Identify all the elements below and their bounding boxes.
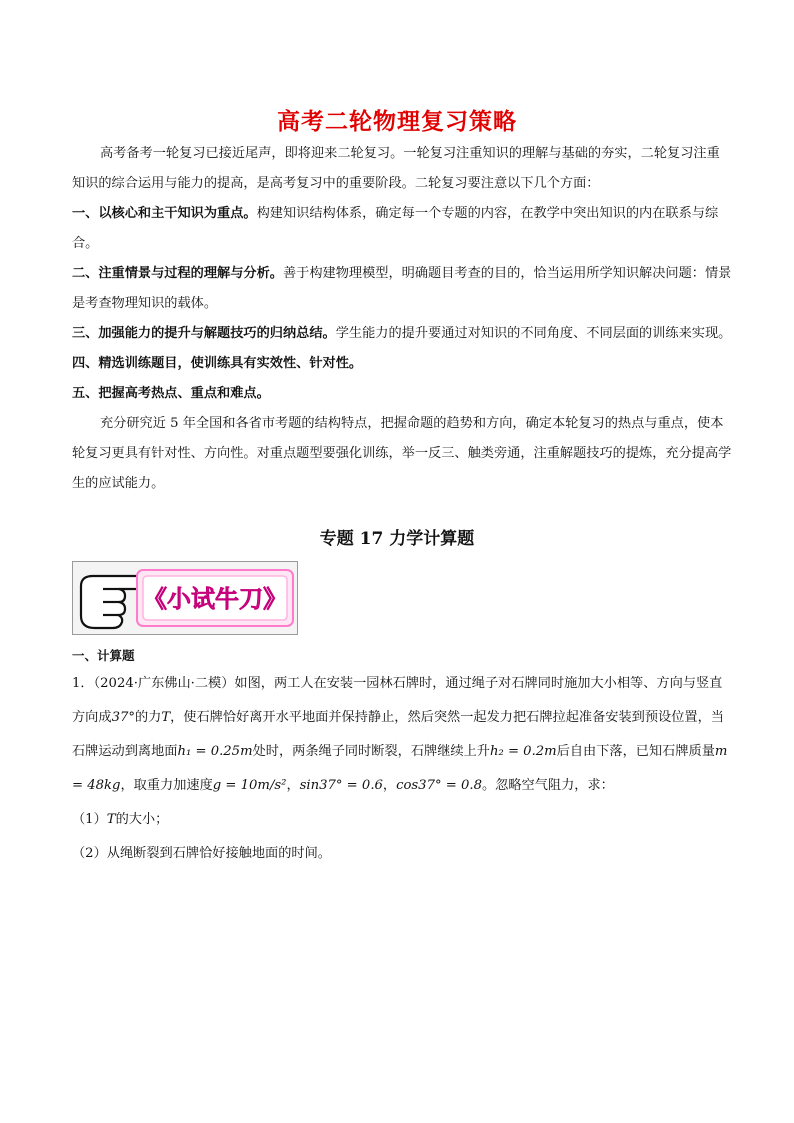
intro-point-3	[72, 319, 732, 349]
badge-text: 《小试牛刀》	[143, 585, 287, 613]
stem-text: 的力	[134, 710, 162, 725]
force-symbol: T	[161, 710, 171, 725]
question-section-heading: 一、计算题	[72, 648, 135, 663]
sub-text: 的大小；	[115, 812, 169, 827]
point-text: 善于构建物理模型，明确题目考查的目的，恰当运用所学知识解决问题：情景是考查物理知识的载体。	[72, 266, 732, 311]
separator: ，	[286, 778, 300, 793]
point-heading: 二、注重情景与过程的理解与分析。	[72, 266, 283, 281]
stem-text: 。忽略空气阻力，求：	[481, 778, 614, 793]
question-1	[72, 667, 732, 871]
section-title: 专题 17 力学计算题	[319, 529, 475, 549]
intro-point-1	[72, 199, 732, 259]
force-symbol: T	[106, 812, 116, 827]
stem-text: ，取重力加速度	[120, 778, 213, 793]
intro-point-4: 四、精选训练题目，使训练具有实效性、针对性。	[72, 356, 363, 371]
intro-paragraph: 高考备考一轮复习已接近尾声，即将迎来二轮复习。一轮复习注重知识的理解与基础的夯实，二轮复习注重知识的综合运用与能力的提高，是高考复习中的重要阶段。二轮复习要注意以下几个方面：	[72, 146, 720, 191]
stem-text: 后自由下落，已知石牌质量	[556, 744, 715, 759]
intro-paragraph-2: 充分研究近 5 年全国和各省市考题的结构特点，把握命题的趋势和方向，确定本轮复习的热点与重点，使本轮复习更具有针对性、方向性。对重点题型要强化训练，举一反三、触类旁通，注重解题技巧的提炼，充分提高学生的应试能力。	[72, 416, 732, 491]
stem-text: 处时，两条绳子同时断裂，石牌继续上升	[252, 744, 490, 759]
intro-block	[72, 139, 732, 499]
practice-badge	[72, 561, 298, 635]
point-text: 构建知识结构体系，确定每一个专题的内容，在教学中突出知识的内在联系与综合。	[72, 206, 719, 251]
stem-text: 1．（2024·广东佛山·二模）如图，两工人在安装一园林石牌时，通过绳子对石牌同时施加大小相等、方向与竖直方向成	[72, 676, 723, 725]
sub-number: （1）	[72, 812, 107, 827]
page-title: 高考二轮物理复习策略	[277, 109, 517, 135]
angle-value: 37°	[111, 710, 135, 725]
point-heading: 一、以核心和主干知识为重点。	[72, 206, 257, 221]
stem-text: ，使石牌恰好离开水平地面并保持静止，然后突然一起发力把石牌拉起准备安装到预设位置，当石牌运动到离地面	[72, 710, 724, 759]
separator: ，	[382, 778, 397, 793]
mass-value: m = 48kg	[72, 744, 728, 793]
sub-question-1	[72, 803, 732, 837]
point-text: 学生能力的提升要通过对知识的不同角度、不同层面的训练来实现。	[335, 326, 732, 341]
sub-question-2: （2）从绳断裂到石牌恰好接触地面的时间。	[72, 846, 331, 861]
height-h1: h₁ = 0.25m	[177, 744, 253, 759]
intro-point-5: 五、把握高考热点、重点和难点。	[72, 386, 270, 401]
intro-point-2	[72, 259, 732, 319]
gravity-value: g = 10m/s²	[212, 778, 287, 793]
pointing-hand-icon	[73, 562, 299, 636]
point-heading: 三、加强能力的提升与解题技巧的归纳总结。	[72, 326, 336, 341]
question-stem	[72, 667, 732, 803]
sin-value: sin37° = 0.6	[299, 778, 383, 793]
height-h2: h₂ = 0.2m	[489, 744, 557, 759]
cos-value: cos37° = 0.8	[396, 778, 482, 793]
